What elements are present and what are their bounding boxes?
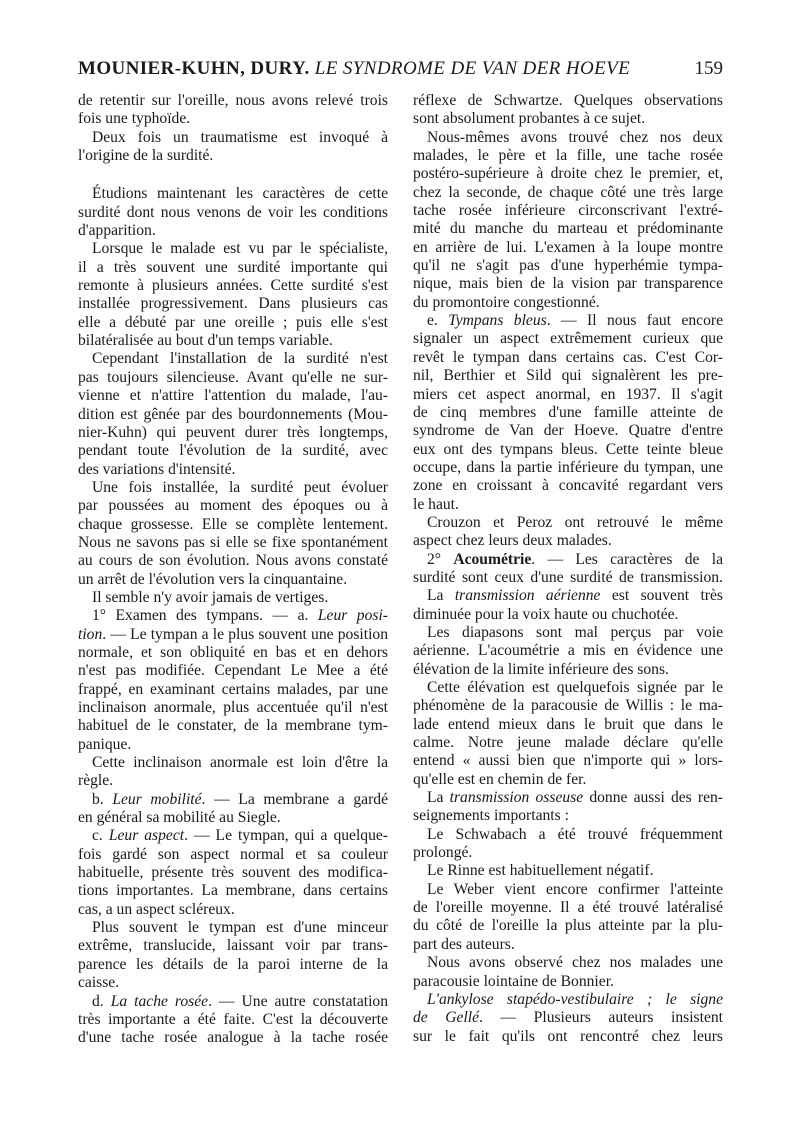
text-line: occupe, dans la partie inférieure du tympan, une <box>413 458 723 476</box>
text-line: de retentir sur l'oreille, nous avons relevé trois <box>78 92 388 109</box>
text-line: Plus souvent le tympan est d'une minceur <box>92 919 388 937</box>
text-line: en arrière de lui. L'examen à la loupe montre <box>413 238 723 256</box>
text-line: d'apparition. <box>78 222 156 240</box>
text-line: zone en croissant à concavité regardant vers <box>413 477 723 495</box>
text-line: de cinq membres d'une famille atteinte de <box>413 403 723 421</box>
text-line: chez la seconde, de chaque côté une très large <box>413 183 723 201</box>
text-line: nique, mais bien de la vision par transparence <box>413 275 723 293</box>
header-authors: MOUNIER-KUHN, DURY. <box>78 58 310 79</box>
text-line: revêt le tympan dans certains cas. C'est Cor- <box>413 348 723 366</box>
text-line: du côté de l'oreille la plus atteinte par la plu- <box>413 917 723 935</box>
text-line: Cependant l'installation de la surdité n'est <box>92 350 388 368</box>
header-subject: LE SYNDROME DE VAN DER HOEVE <box>314 58 631 79</box>
text-line: réflexe de Schwartze. Quelques observations <box>413 92 723 109</box>
text-line: La transmission osseuse donne aussi des ren- <box>427 789 723 807</box>
text-line: malades, le père et la fille, une tache rosée <box>413 147 723 165</box>
page-number: 159 <box>694 58 723 79</box>
text-line: qu'elle est en chemin de fer. <box>413 770 587 788</box>
text-line: diminuée pour la voix haute ou chuchotée. <box>413 605 679 623</box>
text-line: seignements importants : <box>413 807 569 825</box>
text-line: du promontoire congestionné. <box>413 293 600 311</box>
text-line: pas toujours silencieuse. Avant qu'elle ne sur- <box>78 368 388 386</box>
text-line: d. La tache rosée. — Une autre constatation <box>92 992 389 1010</box>
text-line: Les diapasons sont mal perçus par voie <box>427 623 723 641</box>
text-line: frappé, en examinant certains malades, par une <box>78 680 388 698</box>
text-line: pendant toute l'évolution de la surdité, avec <box>78 442 388 460</box>
text-line: Le Weber vient encore confirmer l'atteinte <box>427 880 723 898</box>
text-line: inclinaison anormale, plus accentuée qu'il n'est <box>78 699 388 716</box>
text-line: règle. <box>78 772 114 790</box>
text-line: sont absolument probantes à ce sujet. <box>413 110 646 128</box>
text-line: paracousie lointaine de Bonnier. <box>413 972 614 990</box>
text-line: prolongé. <box>413 844 473 862</box>
text-line: fois une typhoïde. <box>78 110 191 128</box>
text-line: Lorsque le malade est vu par le spécialiste, <box>92 240 388 258</box>
text-line: 2° Acoumétrie. — Les caractères de la <box>427 550 723 568</box>
text-line: nil, Berthier et Sild qui signalèrent les pre- <box>413 367 723 385</box>
running-header <box>78 58 723 88</box>
text-line: très importante a été faite. C'est la découverte <box>78 1010 388 1028</box>
text-line: normale, et son obliquité en bas et en dehors <box>78 643 388 661</box>
text-line: L'ankylose stapédo-vestibulaire ; le signe <box>427 990 723 1008</box>
text-line: tions importantes. La membrane, dans certains <box>78 882 388 900</box>
text-line: La transmission aérienne est souvent très <box>427 587 723 605</box>
text-line: e. Tympans bleus. — Il nous faut encore <box>427 312 724 330</box>
text-line: il a très souvent une surdité importante qui <box>78 258 388 276</box>
text-line: bilatéralisée au bout d'un temps variable. <box>78 332 333 350</box>
text-line: de Gellé. — Plusieurs auteurs insistent <box>413 1009 724 1027</box>
text-line: caisse. <box>78 974 120 992</box>
text-line: en général sa mobilité au Siegle. <box>78 809 281 827</box>
text-line: postéro-supérieure à droite chez le premier, et, <box>413 165 723 183</box>
text-line: Il semble n'y avoir jamais de vertiges. <box>92 588 329 606</box>
text-line: un arrêt de l'évolution vers la cinquantaine. <box>78 570 348 588</box>
text-line: aérienne. L'acoumétrie a mis en évidence une <box>413 642 723 660</box>
text-line: Nous avons observé chez nos malades une <box>427 954 723 972</box>
text-line: Une fois installée, la surdité peut évoluer <box>92 478 388 496</box>
text-line: n'est pas modifiée. Cependant Le Mee a été <box>78 662 388 680</box>
text-line: vienne et n'attire l'attention du malade, l'au- <box>78 387 388 405</box>
text-line: qu'il ne s'agit pas d'une hyperhémie tympa- <box>413 257 723 275</box>
text-line: nier-Kuhn) qui peuvent durer très longtemps, <box>78 423 388 441</box>
text-line: tion. — Le tympan a le plus souvent une position <box>78 625 388 643</box>
text-line: phénomène de la paracousie de Willis : le ma- <box>413 697 723 715</box>
text-line: Nous ne savons pas si elle se fixe spontanément <box>78 533 388 551</box>
text-line: part des auteurs. <box>413 935 515 953</box>
text-line: 1° Examen des tympans. — a. Leur posi- <box>92 607 388 625</box>
text-line: eux ont des tympans bleus. Cette teinte bleue <box>413 440 723 458</box>
text-line: surdité dont nous venons de voir les conditions <box>78 203 388 221</box>
text-line: Cette élévation est quelquefois signée par le <box>427 679 723 696</box>
text-line: fois gardé son aspect normal et sa couleur <box>78 845 388 863</box>
text-line: dition est gênée par des bourdonnements (Mou- <box>78 405 388 423</box>
text-line: surdité sont ceux d'une surdité de transmission. <box>413 568 723 586</box>
text-line: extrême, translucide, laissant voir par trans- <box>78 937 388 955</box>
text-line: Étudions maintenant les caractères de cette <box>92 185 388 203</box>
left-column <box>78 92 388 1048</box>
text-line: parence les détails de la paroi interne de la <box>78 955 388 973</box>
running-title <box>78 58 630 80</box>
text-line: syndrome de Van der Hoeve. Quatre d'entre <box>413 422 723 440</box>
text-line: mité du manche du marteau et prédominante <box>413 220 723 238</box>
text-line: élévation de la limite inférieure des sons. <box>413 660 669 678</box>
text-line: aspect chez leurs deux malades. <box>413 532 612 550</box>
text-line: lade entend mieux dans le bruit que dans le <box>413 715 723 733</box>
text-line: Le Rinne est habituellement négatif. <box>427 862 654 880</box>
text-line: elle a débuté par une oreille ; puis elle s'est <box>78 313 388 331</box>
text-line: habituel de le constater, de la membrane tym- <box>78 717 388 735</box>
text-line: panique. <box>78 735 132 753</box>
text-line: des variations d'intensité. <box>78 460 236 478</box>
text-line: par poussées au moment des époques ou à <box>78 497 388 515</box>
text-line: Crouzon et Peroz ont retrouvé le même <box>427 513 723 531</box>
text-line: c. Leur aspect. — Le tympan, qui a quelque- <box>92 827 389 845</box>
text-line: entend « aussi bien que n'importe qui » lors- <box>413 752 723 770</box>
text-line: Le Schwabach a été trouvé fréquemment <box>427 825 723 843</box>
text-line: remonte à plusieurs années. Cette surdité s'est <box>78 277 388 295</box>
text-line: installée progressivement. Dans plusieurs cas <box>78 295 388 313</box>
text-line: chaque grossesse. Elle se complète lentement. <box>78 515 388 533</box>
text-line: calme. Notre jeune malade déclare qu'elle <box>413 734 723 752</box>
text-line: Cette inclinaison anormale est loin d'être la <box>92 754 388 772</box>
text-line: sur le fait qu'ils ont rencontré chez leurs <box>413 1027 723 1045</box>
text-line: miers cet aspect anormal, en 1937. Il s'agit <box>413 385 723 403</box>
text-line: signaler un aspect extrêmement curieux que <box>413 330 723 348</box>
text-line: l'origine de la surdité. <box>78 147 214 165</box>
text-line: b. Leur mobilité. — La membrane a gardé <box>92 790 388 808</box>
text-line: cas, a un aspect scléreux. <box>78 900 235 918</box>
text-line: le haut. <box>413 495 459 513</box>
text-line: d'une tache rosée analogue à la tache rosée <box>78 1029 388 1047</box>
text-line: de l'oreille moyenne. Il a été trouvé latéralisé <box>413 899 723 917</box>
text-line: Deux fois un traumatisme est invoqué à <box>92 128 388 146</box>
text-line: au cours de son évolution. Nous avons constaté <box>78 552 388 570</box>
section-heading-line <box>78 607 388 625</box>
text-line: tache rosée inférieure circonscrivant l'extré- <box>413 202 723 220</box>
right-column <box>413 92 723 1046</box>
text-line: habituelle, présente très souvent des modifica- <box>78 864 388 882</box>
text-line: Nous-mêmes avons trouvé chez nos deux <box>427 128 723 146</box>
